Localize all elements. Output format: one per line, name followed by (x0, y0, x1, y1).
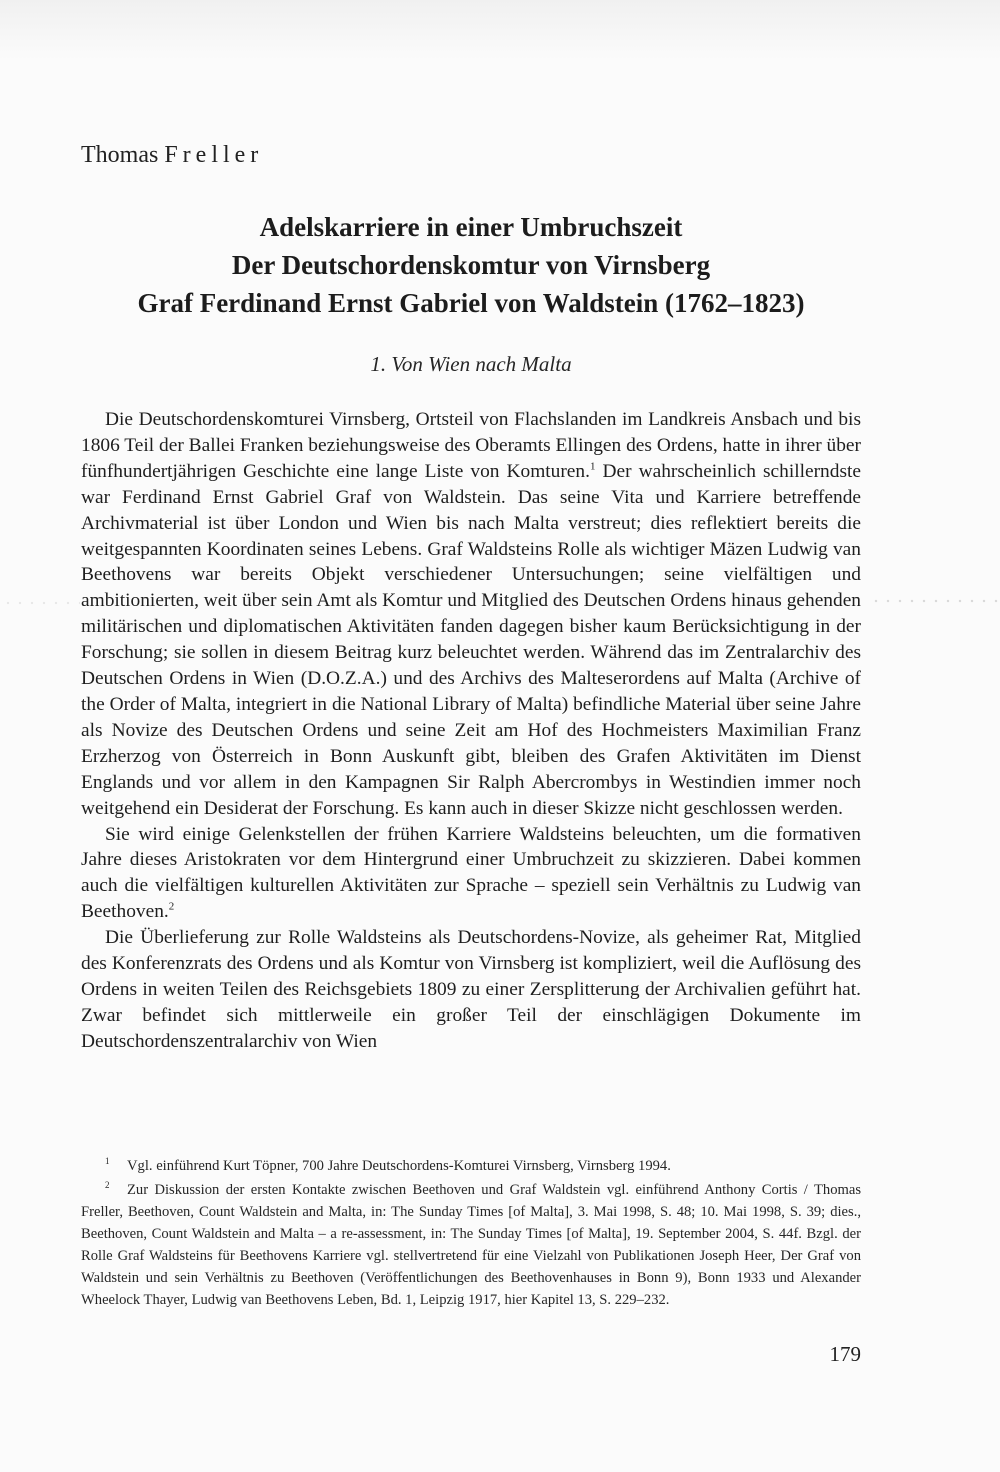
author-name (81, 140, 263, 170)
author-last-name: Freller (164, 142, 264, 168)
footnote-1-text: Vgl. einführend Kurt Töpner, 700 Jahre Deutschordens-Komturei Virnsberg, Virnsberg 1994. (127, 1158, 671, 1174)
footnote-1: 1 Vgl. einführend Kurt Töpner, 700 Jahre Deutschordens-Komturei Virnsberg, Virnsberg 1994. (105, 1156, 671, 1174)
author-first-name: Thomas (81, 142, 159, 168)
paragraph-1-part-b: Der wahrscheinlich schillerndste war Ferdinand Ernst Gabriel Graf von Waldstein. Das seine Vita und Karriere betreffende Archivmaterial ist über London und Wien bis nach Malta verstreut; dies reflektiert bereits die weitgespannten Koordinaten seines Lebens. Graf Waldsteins Rolle als wichtiger Mäzen Ludwig van Beethovens war bereits Objekt verschiedener Untersuchungen; seine vielfältigen und ambitionierten, weit über sein Amt als Komtur und Mitglied des Deutschen Ordens hinaus gehenden militärischen und diplomatischen Aktivitäten fanden dagegen bisher kaum Berücksichtigung in der Forschung; sie sollen in diesem Beitrag kurz beleuchtet werden. Während das im Zentralarchiv des Deutschen Ordens in Wien (D.O.Z.A.) und des Archivs des Malteserordens auf Malta (Archive of the Order of Malta, integriert in die National Library of Malta) befindliche Material über seine Jahre als Novize des Deutschen Ordens und seine Zeit am Hof des Hochmeisters Maximilian Franz Erzherzog von Österreich in Bonn Auskunft gibt, bleiben des Grafen Aktivitäten im Dienst Englands und vor allem in den Kampagnen Sir Ralph Abercrombys in Westindien immer noch weitgehend ein Desiderat der Forschung. Es kann auch in dieser Skizze nicht geschlossen werden. (81, 460, 861, 819)
paragraph-2 (81, 822, 861, 926)
scan-artifact-left (2, 600, 80, 606)
scan-artifact-right (870, 598, 998, 604)
paragraph-1 (81, 407, 861, 822)
page-number: 179 (829, 1342, 861, 1366)
footnote-2: 2 Zur Diskussion der ersten Kontakte zwischen Beethoven und Graf Waldstein vgl. einführend Anthony Cortis / Thomas Freller, Beethoven, Count Waldstein and Malta, in: The Sunday Times [of Malta], 3. Mai 1998, S. 48; 10. Mai 1998, S. 39; dies., Beethoven, Count Waldstein and Malta – a re-assessment, in: The Sunday Times [of Malta], 19. September 2004, S. 44f. Bzgl. der Rolle Graf Waldsteins für Beethovens Karriere vgl. stellvertretend für eine Vielzahl von Publikationen Joseph Heer, Der Graf von Waldstein und sein Verhältnis zu Beethoven (Veröffentlichungen des Beethovenhauses in Bonn 9), Bonn 1933 und Alexander Wheelock Thayer, Ludwig van Beethovens Leben, Bd. 1, Leipzig 1917, hier Kapitel 13, S. 229–232. (81, 1180, 861, 1308)
title-line-1: Adelskarriere in einer Umbruchszeit (259, 212, 683, 242)
footnotes (81, 1155, 861, 1313)
title-line-3: Graf Ferdinand Ernst Gabriel von Waldstein (1762–1823) (137, 288, 805, 318)
body-text (81, 407, 861, 1055)
article-title (81, 208, 861, 322)
title-line-2: Der Deutschordenskomtur von Virnsberg (231, 250, 711, 280)
footnote-ref-2[interactable]: 2 (168, 900, 175, 913)
paragraph-2-text: Sie wird einige Gelenkstellen der frühen Karriere Waldsteins beleuchten, um die formativen Jahre dieses Aristokraten vor dem Hintergrund einer Umbruchzeit zu skizzieren. Dabei kommen auch die vielfältigen kulturellen Aktivitäten zur Sprache – speziell sein Verhältnis zu Ludwig van Beethoven. (81, 823, 861, 923)
footnote-ref-1[interactable]: 1 (589, 460, 596, 473)
footnote-2-text: Zur Diskussion der ersten Kontakte zwischen Beethoven und Graf Waldstein vgl. einführend Anthony Cortis / Thomas Freller, Beethoven, Count Waldstein and Malta, in: The Sunday Times [of Malta], 3. Mai 1998, S. 48; 10. Mai 1998, S. 39; dies., Beethoven, Count Waldstein and Malta – a re-assessment, in: The Sunday Times [of Malta], 19. September 2004, S. 44f. Bzgl. der Rolle Graf Waldsteins für Beethovens Karriere vgl. stellvertretend für eine Vielzahl von Publikationen Joseph Heer, Der Graf von Waldstein und sein Verhältnis zu Beethoven (Veröffentlichungen des Beethovenhauses in Bonn 9), Bonn 1933 und Alexander Wheelock Thayer, Ludwig van Beethovens Leben, Bd. 1, Leipzig 1917, hier Kapitel 13, S. 229–232. (81, 1182, 861, 1308)
paragraph-1-part-a: Die Deutschordenskomturei Virnsberg, Ortsteil von Flachslanden im Landkreis Ansbach und bis 1806 Teil der Ballei Franken beziehungsweise des Oberamts Ellingen des Ordens, hatte in ihrer über fünfhundertjährigen Geschichte eine lange Liste von Komturen. (81, 409, 861, 482)
scan-shadow (0, 0, 1000, 60)
paragraph-3: Die Überlieferung zur Rolle Waldsteins als Deutschordens-Novize, als geheimer Rat, Mitglied des Konferenzrats des Ordens und als Komtur von Virnsberg ist kompliziert, weil die Auflösung des Ordens in weiten Teilen des Reichsgebiets 1809 zu einer Zersplitterung der Archivalien geführt hat. Zwar befindet sich mittlerweile ein großer Teil der einschlägigen Dokumente im Deutschordenszentralarchiv von Wien (81, 927, 861, 1052)
section-heading: 1. Von Wien nach Malta (370, 352, 572, 376)
